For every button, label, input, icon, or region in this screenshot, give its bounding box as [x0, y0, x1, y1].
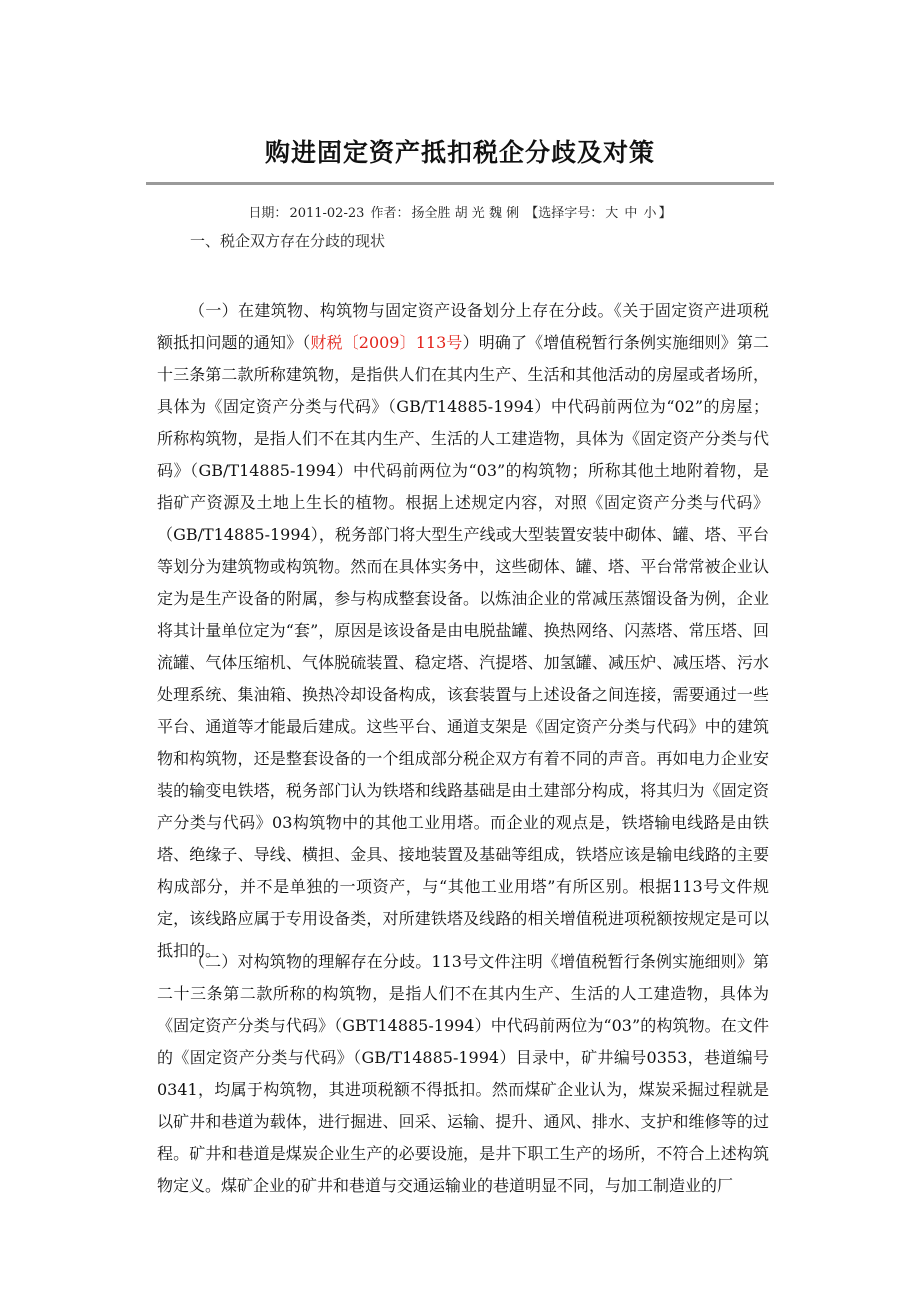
paragraph-1-text-a: （一）在建筑物、构筑物与固定资产设备划分上存在分歧。《关于固定资产进项税额抵扣问题的通知》（ [157, 301, 769, 352]
title-divider [146, 182, 774, 185]
author-names: 扬全胜 胡 光 魏 俐 [411, 206, 520, 221]
policy-document-link[interactable]: 财税〔2009〕113号 [310, 333, 463, 352]
publish-date: 2011-02-23 [289, 206, 365, 221]
paragraph-2: （二）对构筑物的理解存在分歧。113号文件注明《增值税暂行条例实施细则》第二十三条第二款所称的构筑物，是指人们不在其内生产、生活的人工建造物，具体为《固定资产分类与代码》（GBT14885-1994）中代码前两位为“03”的构筑物。在文件的《固定资产分类与代码》（GB/T14885-1994）目录中，矿井编号0353，巷道编号0341，均属于构筑物，其进项税额不得抵扣。然而煤矿企业认为，煤炭采掘过程就是以矿井和巷道为载体，进行掘进、回采、运输、提升、通风、排水、支护和维修等的过程。矿井和巷道是煤炭企业生产的必要设施，是井下职工生产的场所，不符合上述构筑物定义。煤矿企业的矿井和巷道与交通运输业的巷道明显不同，与加工制造业的厂 [157, 952, 769, 1195]
font-size-selector-open: 【选择字号： [525, 206, 604, 221]
paragraph-1-text-b: ）明确了《增值税暂行条例实施细则》第二十三条第二款所称建筑物，是指供人们在其内生产、生活和其他活动的房屋或者场所，具体为《固定资产分类与代码》（GB/T14885-1994）中代码前两位为“02”的房屋；所称构筑物，是指人们不在其内生产、生活的人工建造物，具体为《固定资产分类与代码》（GB/T14885-1994）中代码前两位为“03”的构筑物；所称其他土地附着物，是指矿产资源及土地上生长的植物。根据上述规定内容，对照《固定资产分类与代码》（GB/T14885-1994），税务部门将大型生产线或大型装置安装中砌体、罐、塔、平台等划分为建筑物或构筑物。然而在具体实务中，这些砌体、罐、塔、平台常常被企业认定为是生产设备的附属，参与构成整套设备。以炼油企业的常减压蒸馏设备为例，企业将其计量单位定为“套”，原因是该设备是由电脱盐罐、换热网络、闪蒸塔、常压塔、回流罐、气体压缩机、气体脱硫装置、稳定塔、汽提塔、加氢罐、减压炉、减压塔、污水处理系统、集油箱、换热冷却设备构成，该套装置与上述设备之间连接，需要通过一些平台、通道等才能最后建成。这些平台、通道支架是《固定资产分类与代码》中的建筑物和构筑物，还是整套设备的一个组成部分税企双方有着不同的声音。再如电力企业安装的输变电铁塔，税务部门认为铁塔和线路基础是由土建部分构成，将其归为《固定资产分类与代码》03构筑物中的其他工业用塔。而企业的观点是，铁塔输电线路是由铁塔、绝缘子、导线、横担、金具、接地装置及基础等组成，铁塔应该是输电线路的主要构成部分，并不是单独的一项资产，与“其他工业用塔”有所区别。根据113号文件规定，该线路应属于专用设备类，对所建铁塔及线路的相关增值税进项税额按规定是可以抵扣的。 [157, 333, 769, 960]
section-heading: 一、税企双方存在分歧的现状 [190, 232, 386, 250]
font-size-small-link[interactable]: 小 [643, 206, 657, 221]
article-meta [0, 202, 920, 221]
font-size-large-link[interactable]: 大 [605, 206, 619, 221]
author-label: 作者： [370, 206, 410, 221]
font-size-selector-close: 】 [658, 206, 672, 221]
font-size-medium-link[interactable]: 中 [624, 206, 638, 221]
date-label: 日期： [248, 206, 288, 221]
paragraph-1 [157, 295, 769, 967]
article-title: 购进固定资产抵扣税企分歧及对策 [264, 137, 655, 167]
